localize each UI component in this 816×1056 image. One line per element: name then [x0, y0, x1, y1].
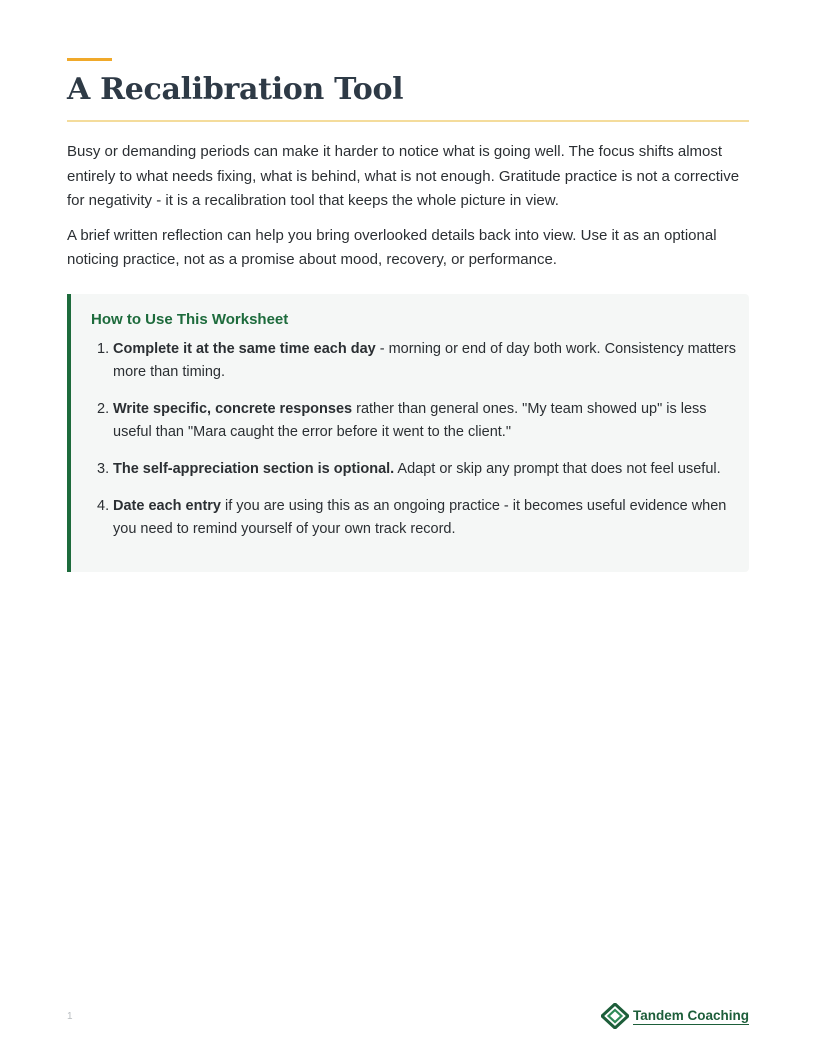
steps-list [91, 338, 736, 555]
step-text: if you are using this as an ongoing practice - it becomes useful evidence when you need to remind yourself of your own track record. [113, 498, 727, 537]
intro-paragraph: Busy or demanding periods can make it harder to notice what is going well. The focus shifts almost entirely to what needs fixing, what is behind, what is not enough. Gratitude practice is not a corrective for negativity - it is a recalibration tool that keeps the whole picture in view. [67, 143, 740, 209]
list-item [91, 458, 736, 481]
document-page [67, 0, 749, 1056]
step-bold-text: The self-appreciation section is optional. [113, 461, 395, 477]
intro-section [67, 140, 749, 283]
step-text: Adapt or skip any prompt that does not feel useful. [394, 461, 721, 477]
step-number: 3. [97, 461, 110, 477]
title-accent-bar [67, 58, 112, 61]
brand-name: Tandem Coaching [632, 1007, 749, 1023]
step-number: 2. [97, 401, 110, 417]
title-divider [67, 120, 749, 122]
page-number: 1 [67, 1011, 73, 1022]
step-number: 4. [97, 498, 110, 514]
callout-title: How to Use This Worksheet [91, 311, 289, 328]
step-number: 1. [97, 341, 110, 357]
how-to-callout [67, 294, 749, 572]
step-bold-text: Write specific, concrete responses [113, 401, 353, 417]
step-text: rather than general ones. "My team showed up" is less useful than "Mara caught the error before it went to the client." [113, 401, 707, 440]
brand-logo [601, 1003, 749, 1029]
intro-paragraph: A brief written reflection can help you bring overlooked details back into view. Use it as an optional noticing practice, not as a promise about mood, recovery, or performance. [67, 226, 717, 268]
list-item [91, 495, 736, 541]
list-item [91, 338, 736, 384]
page-title: A Recalibration Tool [67, 72, 404, 107]
diamond-logo-icon [601, 1003, 629, 1029]
step-bold-text: Complete it at the same time each day [113, 341, 376, 357]
step-bold-text: Date each entry [113, 498, 221, 514]
step-text: - morning or end of day both work. Consistency matters more than timing. [113, 341, 736, 380]
list-item [91, 398, 736, 444]
